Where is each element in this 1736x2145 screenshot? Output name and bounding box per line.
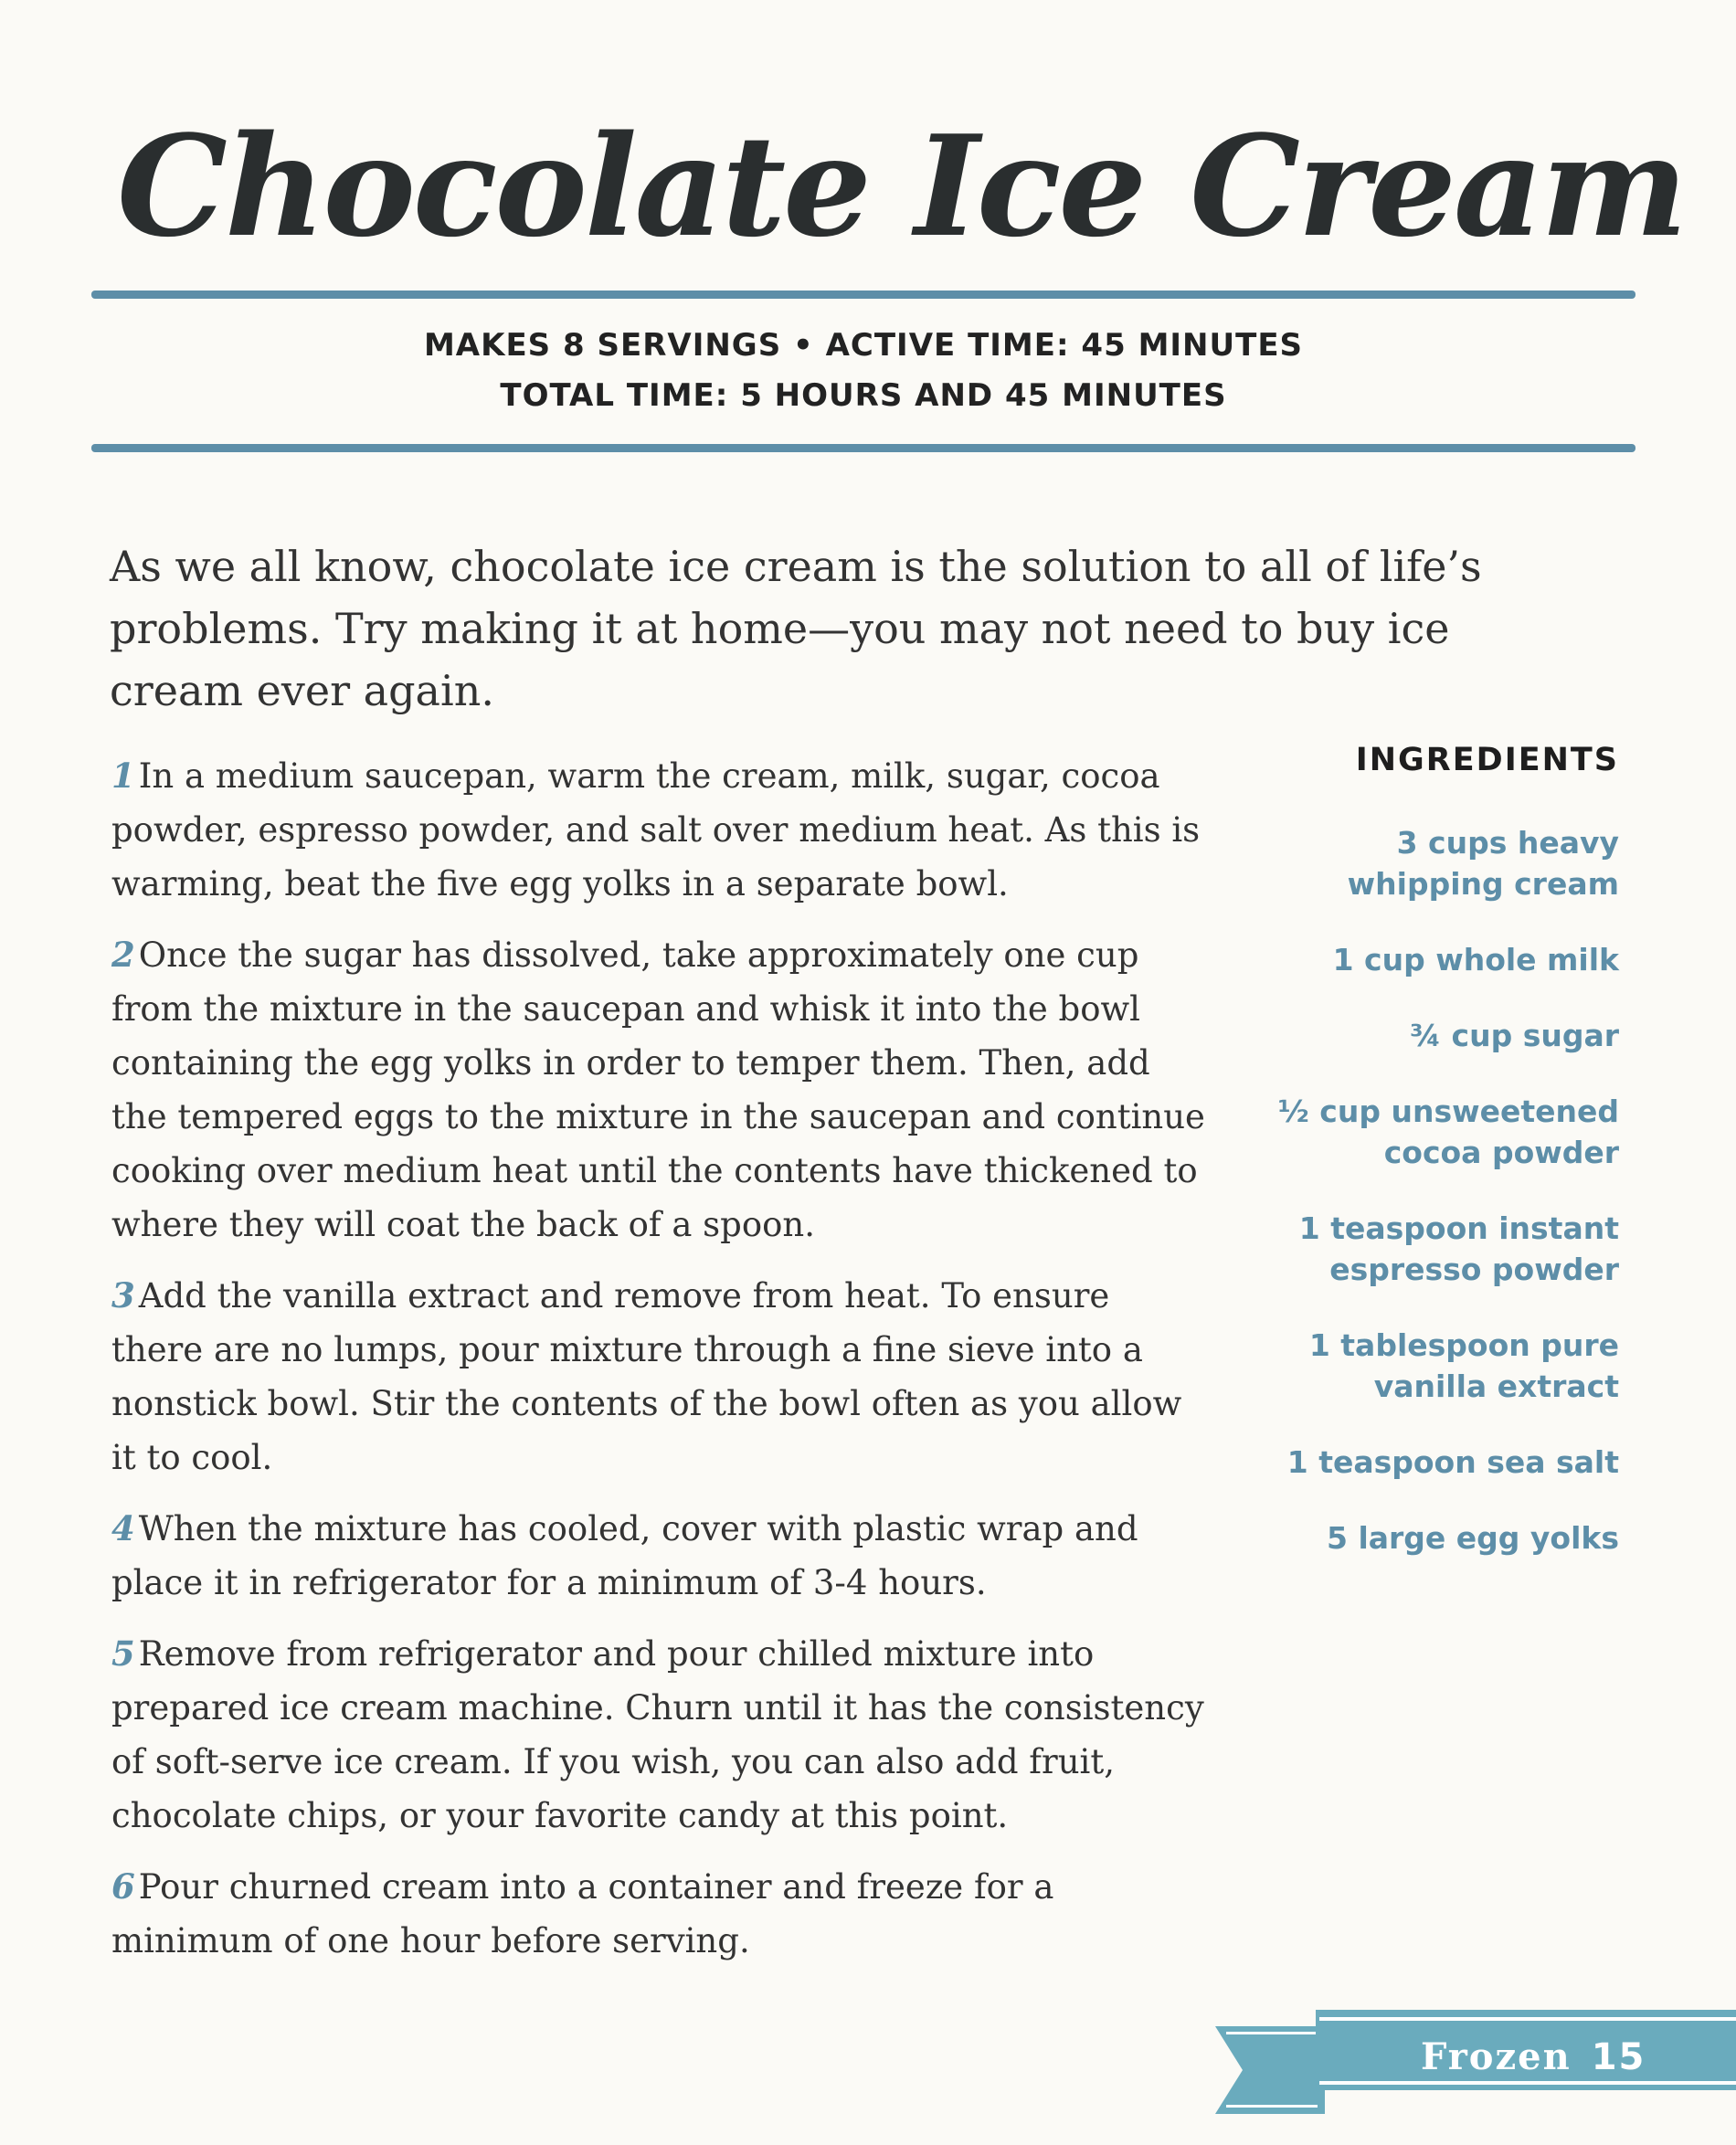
ingredient-item: 1 tablespoon pure vanilla extract <box>1308 1327 1619 1404</box>
bottom-divider <box>91 444 1635 452</box>
step-number: 1 <box>111 756 135 796</box>
ingredient-item: 1 teaspoon sea salt <box>1286 1444 1619 1480</box>
ingredients-sidebar <box>1235 742 1619 1593</box>
ingredient-item: 3 cups heavy whipping cream <box>1347 825 1619 902</box>
step <box>111 1860 1208 1968</box>
step <box>111 928 1208 1252</box>
step-text: Pour churned cream into a container and freeze for a minimum of one hour before serving. <box>111 1867 1054 1960</box>
page-number: 15 <box>1591 2036 1646 2078</box>
servings-active-time: MAKES 8 SERVINGS • ACTIVE TIME: 45 MINUTES <box>423 327 1304 364</box>
step-number: 5 <box>111 1633 135 1674</box>
step-text: Once the sugar has dissolved, take approximately one cup from the mixture in the saucepan and whisk it into the bowl containing the egg yolks in order to temper them. Then, add the tempered eggs to the mixture in the saucepan and continue cooking over medium heat until the contents have thickened to where they will coat the back of a spoon. <box>111 935 1205 1244</box>
footer-label <box>1421 2035 1646 2078</box>
page-footer-banner <box>1215 2006 1736 2116</box>
ingredient-item: 5 large egg yolks <box>1327 1520 1619 1556</box>
step <box>111 1502 1208 1610</box>
step-text: Remove from refrigerator and pour chilled mixture into prepared ice cream machine. Churn until it has the consistency of soft-serve ice cream. If you wish, you can also add fruit, chocolate chips, or your favorite candy at this point. <box>111 1634 1204 1835</box>
step-text: When the mixture has cooled, cover with plastic wrap and place it in refrigerator for a minimum of 3-4 hours. <box>111 1509 1138 1602</box>
step <box>111 1627 1208 1843</box>
ingredient-item: ¾ cup sugar <box>1409 1018 1619 1053</box>
instructions <box>111 749 1208 1985</box>
step-number: 4 <box>111 1508 135 1548</box>
intro-paragraph: As we all know, chocolate ice cream is the solution to all of life’s problems. Try making it at home—you may not need to buy ice cream ever again. <box>110 542 1482 715</box>
ingredient-item: ½ cup unsweetened cocoa powder <box>1277 1094 1619 1170</box>
step <box>111 749 1208 911</box>
recipe-title: Chocolate Ice Cream <box>117 104 1686 268</box>
step <box>111 1269 1208 1485</box>
ingredients-heading: INGREDIENTS <box>1355 742 1619 778</box>
step-text: In a medium saucepan, warm the cream, milk, sugar, cocoa powder, espresso powder, and salt over medium heat. As this is warming, beat the five egg yolks in a separate bowl. <box>111 756 1201 903</box>
ingredient-item: 1 teaspoon instant espresso powder <box>1298 1210 1619 1287</box>
section-name: Frozen <box>1421 2035 1572 2078</box>
step-number: 2 <box>111 935 135 975</box>
step-number: 3 <box>111 1275 135 1316</box>
total-time: TOTAL TIME: 5 HOURS AND 45 MINUTES <box>500 377 1227 414</box>
step-text: Add the vanilla extract and remove from heat. To ensure there are no lumps, pour mixture through a fine sieve into a nonstick bowl. Stir the contents of the bowl often as you allow it to cool. <box>111 1276 1182 1477</box>
step-number: 6 <box>111 1866 135 1907</box>
ingredient-item: 1 cup whole milk <box>1332 942 1619 977</box>
top-divider <box>91 291 1635 299</box>
